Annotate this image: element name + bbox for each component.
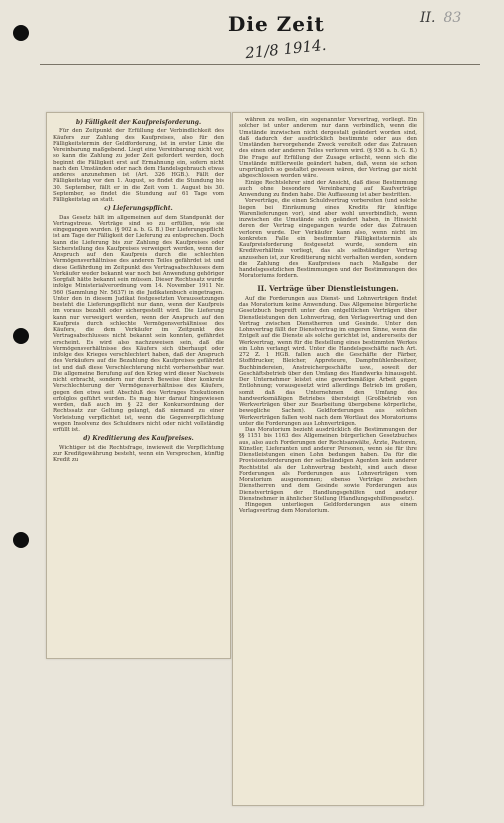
newspaper-masthead: Die Zeit	[228, 12, 325, 36]
heading-b: b) Fälligkeit der Kaufpreisforderung.	[75, 119, 202, 126]
handwritten-date: 21/8 1914.	[244, 35, 328, 63]
paragraph-right-4: Auf die Forderungen aus Dienst- und Lohnverträgen findet das Moratorium keine Anwendung. Das Allgemeine bürgerliche Gesetzbuch begreift unter den entgeltlichen Verträgen über Dienstleistungen den Lohnvertrag, den Verlagsvertrag und den Vertrag zwischen Dienstherren und Gesinde. Unter den Lohnvertrag fällt der Dienstvertrag im engeren Sinne, wenn die Entgelt auf die Dienste als solche gerichtet ist, andererseits der Werkvertrag, wenn für die Bestellung eines bestimmten Werkes ein Lohn verlangt wird. Unter die Handelsgeschäfte nach Art. 272 Z. 1 HGB. fallen auch die Geschäfte der Färber, Stoffdrucker, Bleicher, Appreteure, Dampfmühlenbesitzer, Buchbindereien, Anstreichergeschäfte usw., soweit der Geschäftsbetrieb über den Umfang des Handwerks hinausgeht. Der Unternehmer leistet eine gewerbsmäßige Arbeit gegen Entlohnung; vorausgesetzt wird allerdings Betrieb im großen, somit daß das Unternehmen den Umfang des handwerksmäßigen Betriebes übersteigt (Großbetrieb von Werkverträgen über zur Bearbeitung übergebene körperliche, bewegliche Sachen). Geldforderungen aus solchen Werkverträgen fallen wohl nach dem Wortlaut des Moratoriums unter die Forderungen aus Lohnverträgen.	[239, 295, 417, 427]
handwritten-reference-faint: 83	[443, 10, 462, 26]
left-clipping	[46, 112, 231, 659]
paragraph-right-1: währen zu wollen, ein sogenannter Vorvertrag, vorliegt. Ein solcher ist unter anderem nur dann verbindlich, wenn die Umstände inzwischen nicht dergestalt geändert worden sind, daß dadurch der ausdrücklich bestimmte oder aus den Umständen hervorgehende Zweck vereitelt oder das Zutrauen des einen oder anderen Teiles verloren wird. (§ 936 a. b. G. B.) Die Frage auf Erfüllung der Zusage erlischt, wenn sich die Umstände mittlerweile geändert haben, daß, wenn sie schon ursprünglich so gestaltet gewesen wären, der Vertrag gar nicht abgeschlossen worden wäre.	[239, 117, 417, 180]
punch-hole	[13, 328, 29, 344]
paragraph-c: Das Gesetz hält im allgemeinen auf dem Standpunkt der Vertragstreue. Verträge sind so zu erfüllen, wie sie eingegangen wurden. (§ 902 a. b. G. B.) Der Lieferungspflicht ist am Tage der Fälligkeit der Lieferung zu entsprechen. Doch kann die Lieferung bis zur Zahlung des Kaufpreises oder Sicherstellung des Kaufpreises verweigert werden, wenn der Anspruch auf den Kaufpreis durch die schlechten Vermögensverhältnisse des anderen Teiles gefährdet ist und diese Gefährdung im Zeitpunkt des Vertragsabschlusses dem Verkäufer weder bekannt war noch bei Anwendung gehöriger Sorgfalt hätte bekannt sein müssen. Dieser Rechtssatz wurde infolge Ministerialverordnung vom 14. November 1911 Nr. 560 (Sammlung Nr. 5637) in die Judikatenbuch eingetragen. Unter den in diesem Judikat festgesetzten Voraussetzungen besteht die Lieferungspflicht nur dann, wenn der Kaufpreis im voraus bezahlt oder sichergestellt wird. Die Lieferung kann nur verweigert werden, wenn der Anspruch auf den Kaufpreis durch schlechte Vermögensverhältnisse des Käufers, die dem Verkäufer im Zeitpunkt des Vertragsabschlusses nicht bekannt sein konnten, gefährdet erscheint. Es wird also nachzuweisen sein, daß die Vermögensverhältnisse des Käufers sich überhaupt oder infolge des Krieges verschlechtert haben, daß der Anspruch des Verkäufers auf die Bezahlung des Kaufpreises gefährdet ist und daß diese Verschlechterung nicht vorhersehbar war. Die allgemeine Berufung auf den Krieg wird dieser Nachweis nicht erbracht, sondern nur durch Beweise über konkrete Verschlechterung der Vermögensverhältnisse des Käufers, gegen den etwa seit Abschluß des Vertrages Exekutionen erfolglos geführt wurden. Es mag hier darauf hingewiesen werden, daß auch im § 22 der Konkursordnung der Rechtssatz zur Geltung gelangt, daß niemand zu einer Vorleistung verpflichtet ist, wenn die Gegenverpflichtung wegen Insolvenz des Schuldners nicht oder nicht vollständig erfüllt ist.	[53, 214, 224, 433]
punch-hole	[13, 25, 29, 41]
right-column	[239, 117, 417, 515]
punch-hole	[13, 532, 29, 548]
handwritten-reference-number: II.	[420, 10, 436, 26]
handwritten-reference	[420, 10, 461, 26]
header-rule	[40, 64, 480, 65]
paragraph-right-6: Hingegen unterliegen Geldforderungen aus einem Verlagsvertrag dem Moratorium.	[239, 502, 417, 515]
paragraph-right-2: Einige Rechtslehrer sind der Ansicht, daß diese Bestimmung auch ohne besondere Vereinbarung auf Kaufverträge Anwendung zu finden habe. Die Auffassung ist aber bestritten.	[239, 179, 417, 198]
paragraph-b: Für den Zeitpunkt der Erfüllung der Verbindlichkeit des Käufers zur Zahlung des Kaufpreises, also für den Fälligkeitstermin der Geldforderung, ist in erster Linie die Vereinbarung maßgebend. Liegt eine Vereinbarung nicht vor, so kann die Zahlung zu jeder Zeit gefordert werden, doch beginnt die Fälligkeit erst auf Ermahnung ein, sofern nicht nach den Umständen oder nach dem Handelsgebrauch etwas anderes anzunehmen ist (Art. 326 HGB.). Fällt der Fälligkeitstag vor den 1. August, so findet die Stundung bis 30. September, fällt er in die Zeit vom 1. August bis 30. September, so findet die Stundung auf 61 Tage vom Fälligkeitstag an statt.	[53, 128, 224, 203]
right-clipping	[232, 112, 424, 806]
heading-section-II: II. Verträge über Dienstleistungen.	[257, 283, 399, 293]
heading-c: c) Lieferungspflicht.	[104, 205, 173, 213]
paragraph-d: Wichtiger ist die Rechtsfrage, inwieweit die Verpflichtung zur Kreditgewährung besteht, wenn ein Versprechen, künftig Kredit zu	[53, 444, 224, 463]
heading-d: d) Kreditierung des Kaufpreises.	[83, 435, 194, 443]
paragraph-right-5: Das Moratorium bezieht ausdrücklich die Bestimmungen der §§ 1151 bis 1163 des Allgemeinen bürgerlichen Gesetzbuches aus, also auch Forderungen der Rechtsanwälte, Ärzte, Pastoren, Künstler, Lieferanten und anderer Personen, wenn sie für ihre Dienstleistungen einen Lohn bedungen haben. Da für die Provisionsforderungen der selbständigen Agenten kein anderer Rechtstitel als der Lohnvertrag besteht, sind auch diese Forderungen als Forderungen aus Lohnverträgen vom Moratorium ausgenommen; ebenso Verträge zwischen Dienstherren und dem Gesinde sowie Forderungen aus Dienstverträgen der Handlungsgehilfen und anderer Dienstnehmer in ähnlicher Stellung (Handlungsgehilfengesetz).	[239, 427, 417, 502]
left-column	[53, 117, 224, 463]
paragraph-right-3: Vorverträge, die einen Schuldvertrag vorbereiten (und solche liegen bei Einräumung eines Kredits für künftige Warenlieferungen vor), sind aber wohl unverbindlich, wenn inzwischen die Umstände sich geändert haben, in Hinsicht deren der Vertrag eingegangen wurde oder das Zutrauen verloren wurde. Der Verkäufer kann also, wenn nicht im konkreten Falle ein bestimmter Fälligkeitstermin als Kaufpreisforderung festgesetzt wurde, sondern ein Kreditverhältnis vorliegt, das als selbständiger Vertrag anzusehen ist, zur Kreditierung nicht verhalten werden, sondern die Zahlung des Kaufpreises nach Maßgabe der handelsgesetzlichen Bestimmungen und der Bestimmungen des Moratoriums fordern.	[239, 198, 417, 280]
